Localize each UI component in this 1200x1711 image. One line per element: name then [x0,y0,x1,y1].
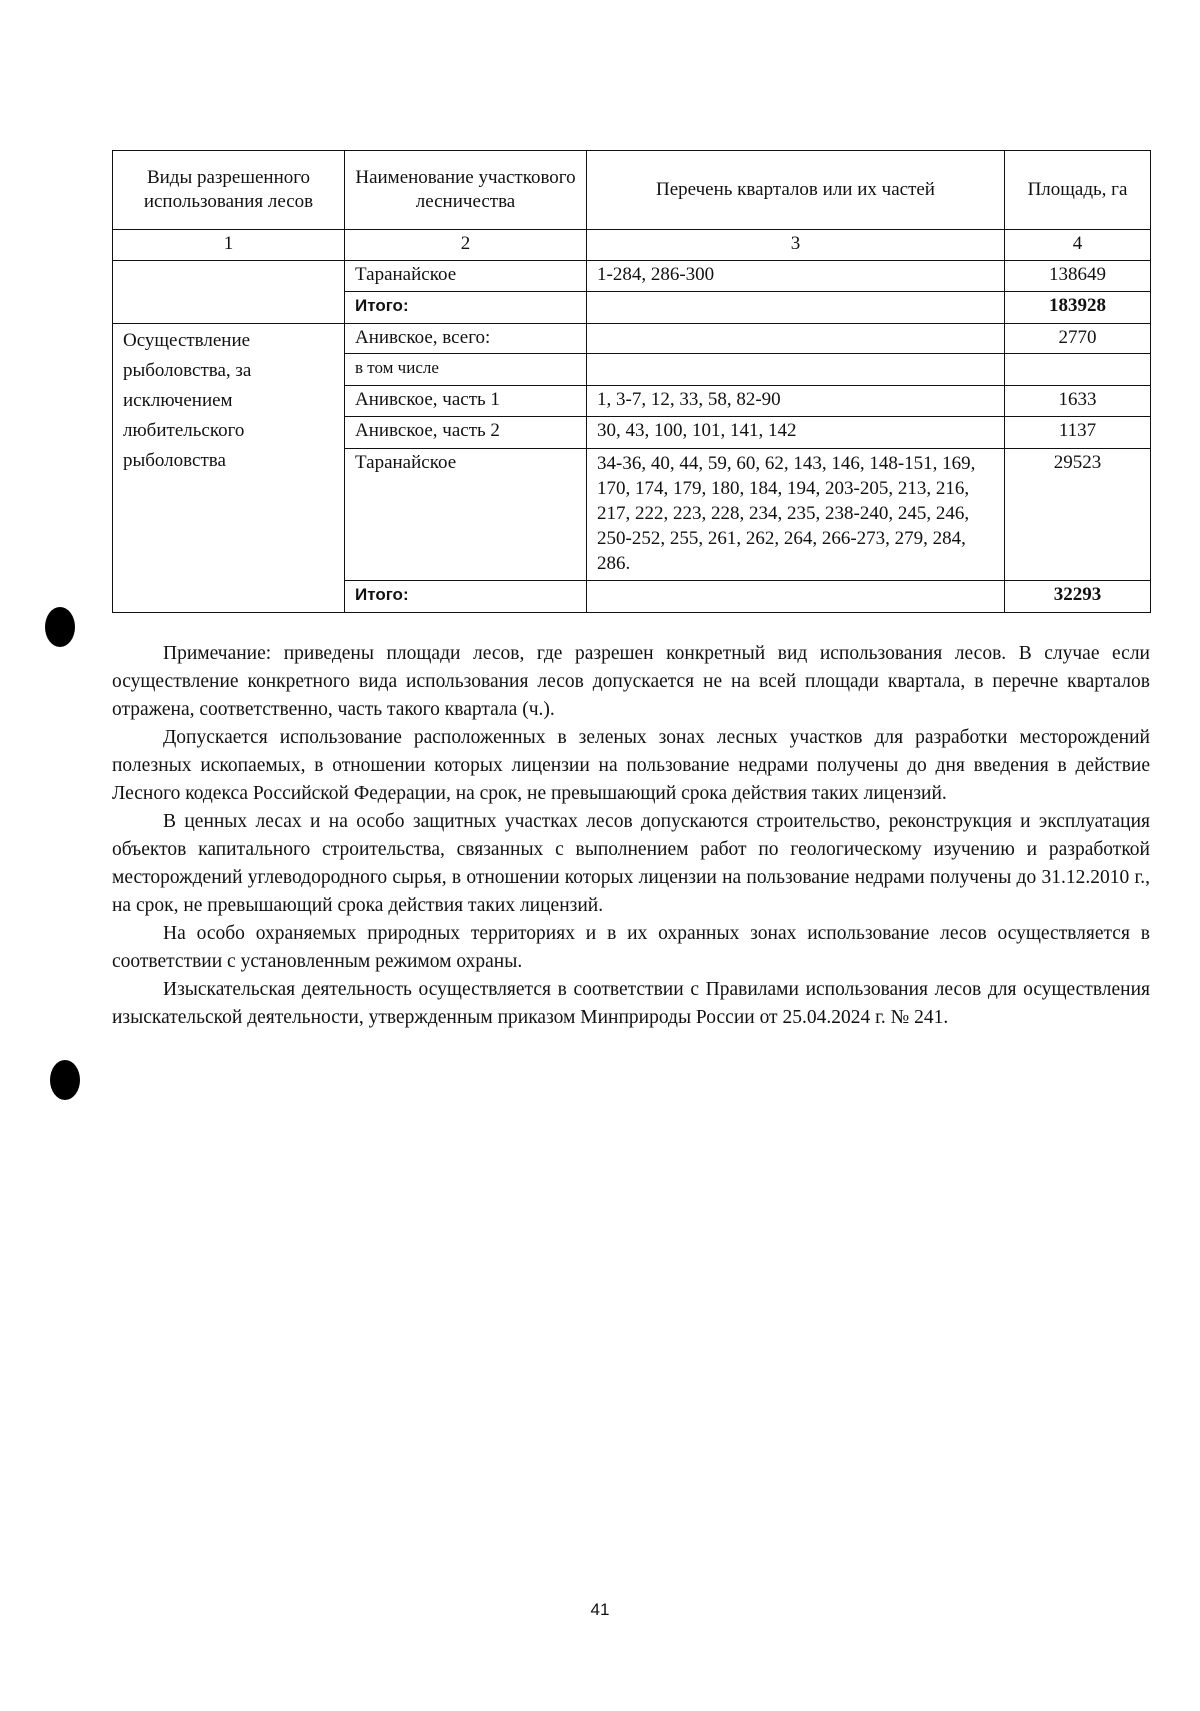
forestry-cell: Анивское, часть 1 [345,386,587,417]
column-header: Виды разрешенного использования лесов [113,151,345,230]
quarters-cell [587,581,1005,613]
area-cell: 138649 [1005,261,1151,292]
column-number: 4 [1005,230,1151,261]
forestry-cell: Таранайское [345,261,587,292]
table-header-row [113,151,1151,230]
quarters-cell: 30, 43, 100, 101, 141, 142 [587,417,1005,449]
column-header: Наименование участкового лесничества [345,151,587,230]
quarters-cell [587,292,1005,324]
area-cell: 1633 [1005,386,1151,417]
quarters-cell [587,354,1005,386]
area-cell: 2770 [1005,324,1151,354]
area-cell: 183928 [1005,292,1151,324]
note-paragraph: Примечание: приведены площади лесов, где разрешен конкретный вид использования лесов. В случае если осуществление конкретного вида использования лесов допускается не на всей площади квартала, в перечне кварталов отражена, соответственно, часть такого квартала (ч.). [112,643,1150,720]
punch-hole-mark [50,1060,80,1100]
quarters-cell: 34-36, 40, 44, 59, 60, 62, 143, 146, 148-151, 169, 170, 174, 179, 180, 184, 194, 203-205, 213, 216, 217, 222, 223, 228, 234, 235, 238-240, 245, 246, 250-252, 255, 261, 262, 264, 266-273, 279, 284, 286. [587,449,1005,581]
area-cell: 1137 [1005,417,1151,449]
column-header: Перечень кварталов или их частей [587,151,1005,230]
area-cell: 32293 [1005,581,1151,613]
paragraph: На особо охраняемых природных территориях и в их охранных зонах использование лесов осуществляется в соответствии с установленным режимом охраны. [112,923,1150,972]
forestry-cell: в том числе [345,354,587,386]
paragraph: Допускается использование расположенных в зеленых зонах лесных участков для разработки месторождений полезных ископаемых, в отношении которых лицензии на пользование недрами получены до дня введения в действие Лесного кодекса Российской Федерации, на срок, не превышающий срока действия таких лицензий. [112,727,1150,804]
use-type-cell [113,261,345,324]
page-number: 41 [590,1600,610,1619]
area-cell: 29523 [1005,449,1151,581]
table-row [113,324,1151,354]
table-row [113,261,1151,292]
quarters-cell [587,324,1005,354]
paragraph: В ценных лесах и на особо защитных участках лесов допускаются строительство, реконструкция и эксплуатация объектов капитального строительства, связанных с выполнением работ по геологическому изучению и разработкой месторождений углеводородного сырья, в отношении которых лицензии на пользование недрами получены до 31.12.2010 г., на срок, не превышающий срока действия таких лицензий. [112,811,1150,916]
forest-use-table [112,150,1151,613]
quarters-cell: 1, 3-7, 12, 33, 58, 82-90 [587,386,1005,417]
punch-hole-mark [45,607,75,647]
column-number-row [113,230,1151,261]
forestry-cell: Таранайское [345,449,587,581]
notes-text [112,640,1150,1032]
area-cell [1005,354,1151,386]
paragraph: Изыскательская деятельность осуществляется в соответствии с Правилами использования лесов для осуществления изыскательской деятельности, утвержденным приказом Минприроды России от 25.04.2024 г. № 241. [112,979,1150,1028]
column-number: 3 [587,230,1005,261]
forestry-cell: Анивское, всего: [345,324,587,354]
column-number: 2 [345,230,587,261]
quarters-cell: 1-284, 286-300 [587,261,1005,292]
column-header: Площадь, га [1005,151,1151,230]
forestry-cell: Итого: [345,581,587,613]
forestry-cell: Анивское, часть 2 [345,417,587,449]
forestry-cell: Итого: [345,292,587,324]
column-number: 1 [113,230,345,261]
use-type-cell: Осуществление рыболовства, за исключением любительского рыболовства [113,324,345,613]
